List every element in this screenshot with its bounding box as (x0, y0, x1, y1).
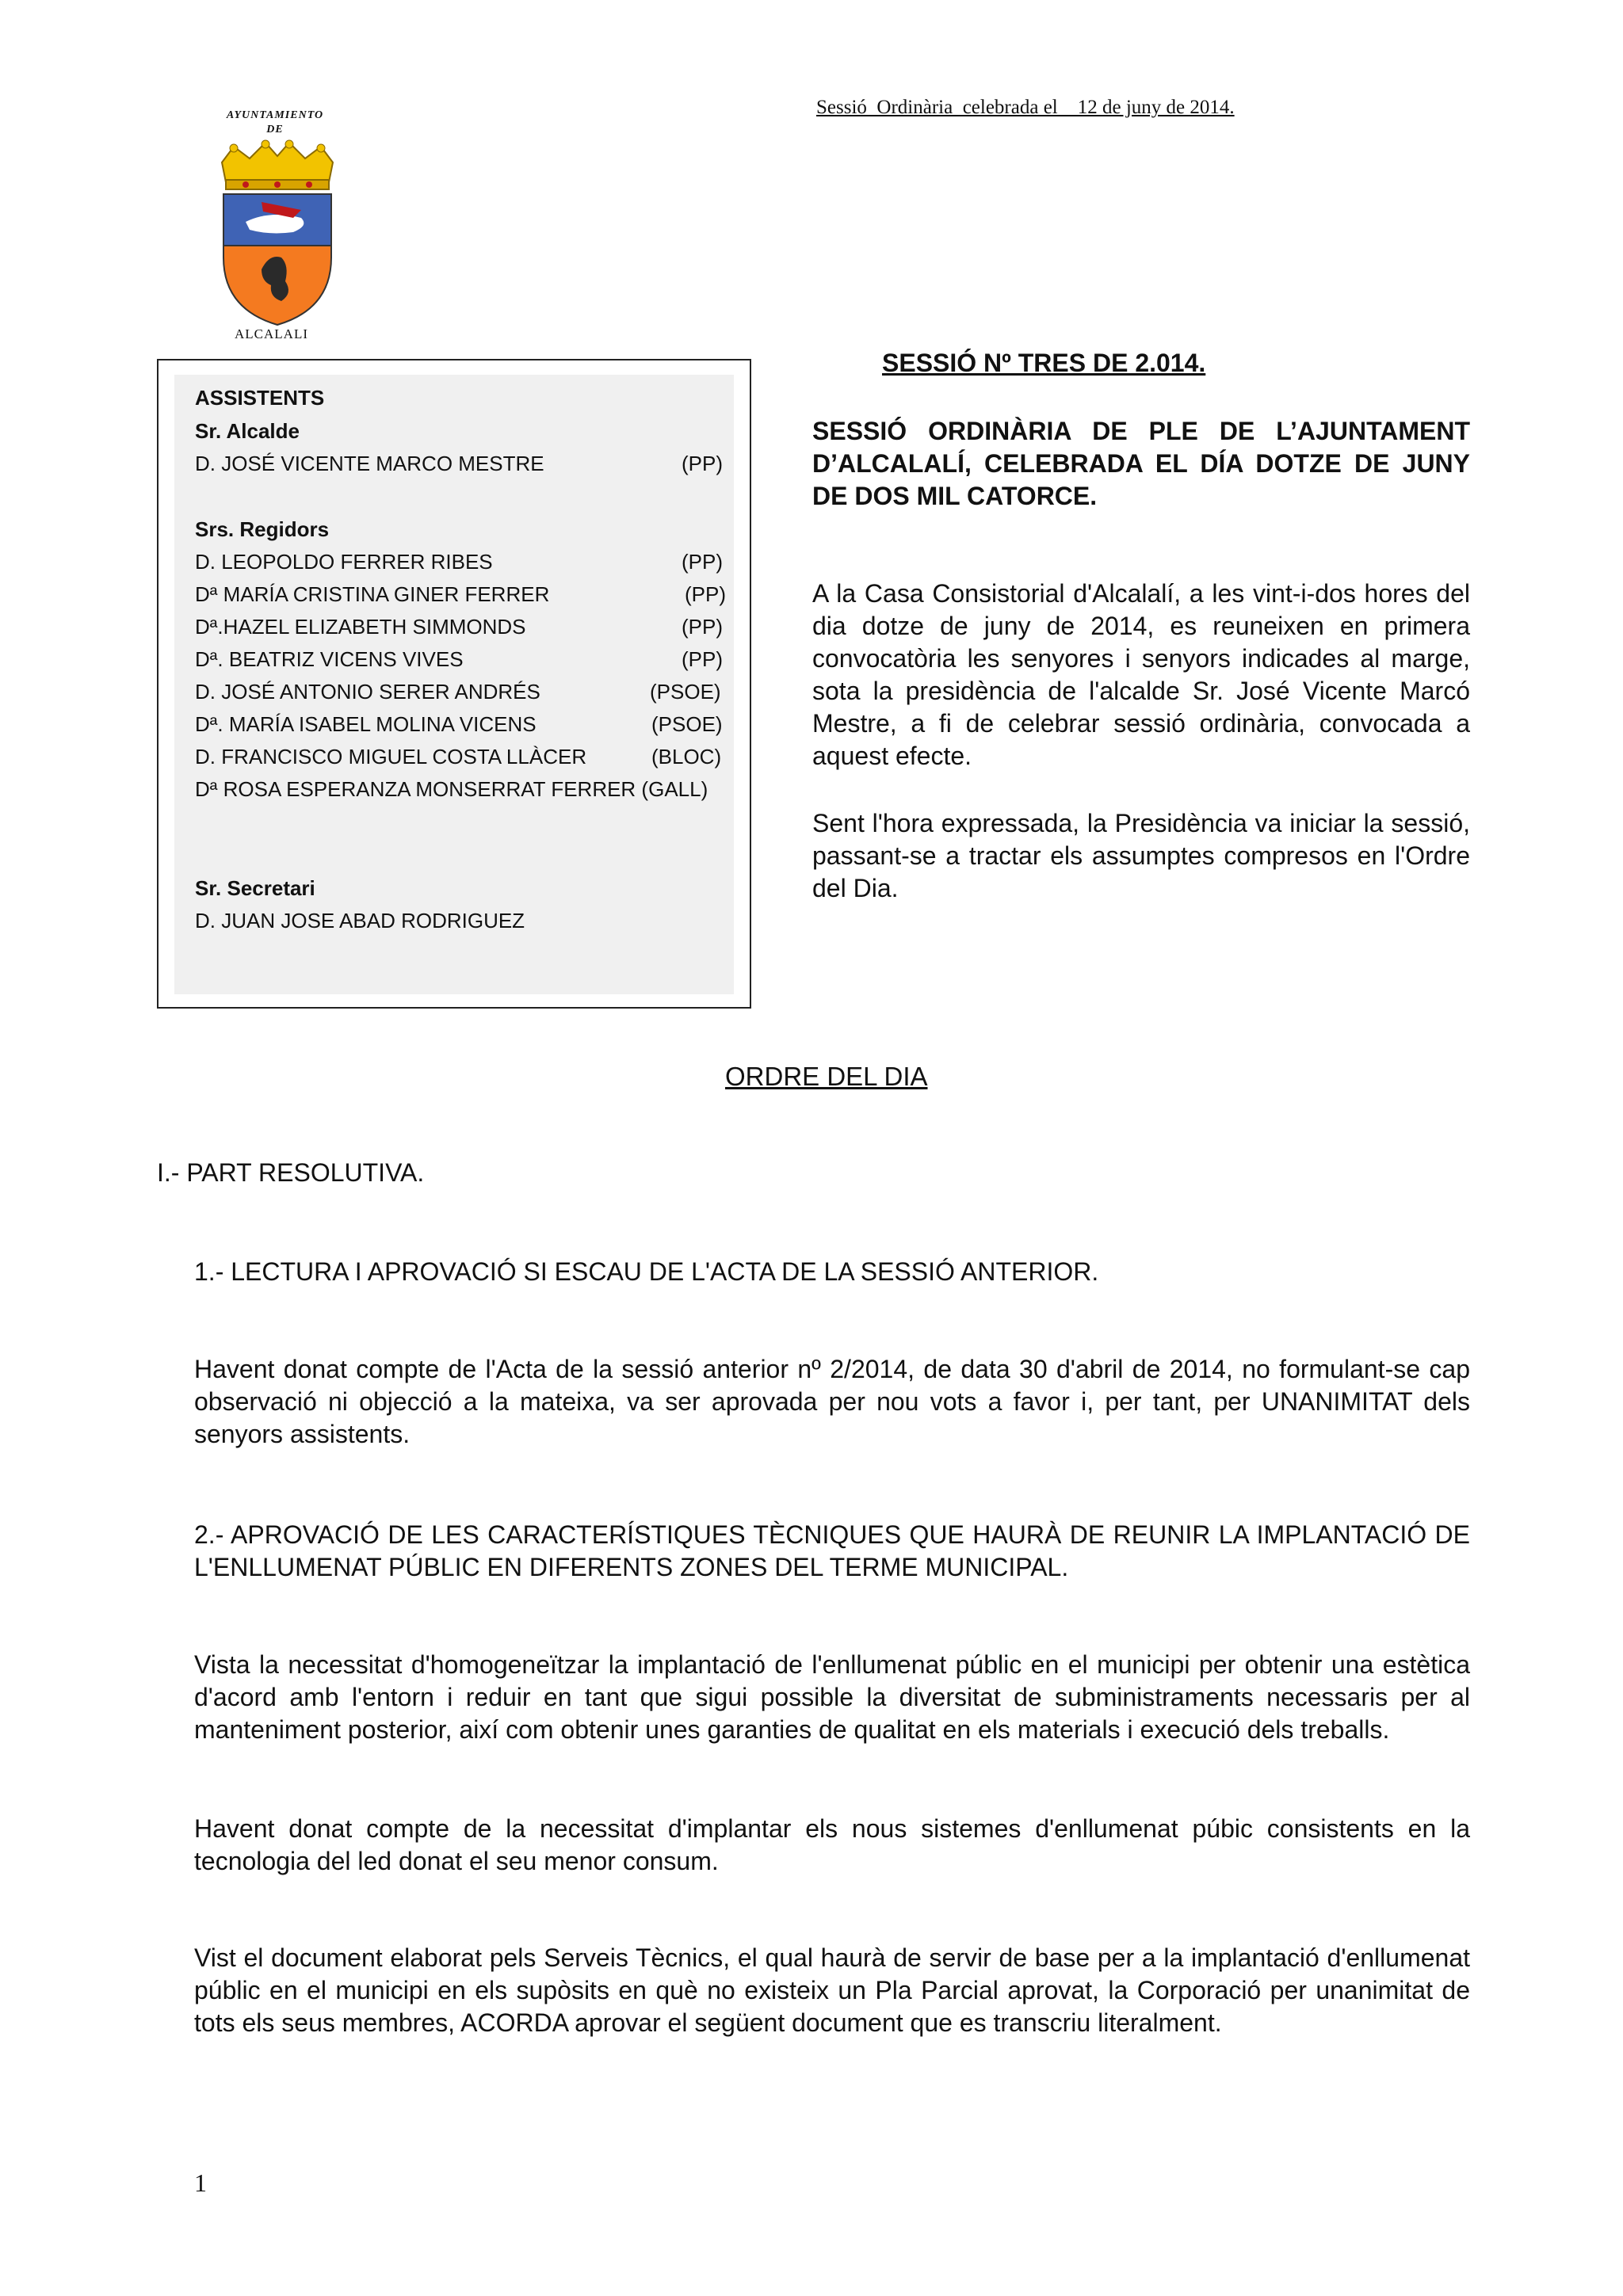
councillor-name: Dª.HAZEL ELIZABETH SIMMONDS (195, 615, 526, 639)
councillor-party: (PP) (685, 582, 726, 606)
agenda-part-heading: I.- PART RESOLUTIVA. (157, 1158, 425, 1187)
page-number: 1 (194, 2168, 207, 2197)
councillor-name: Dª ROSA ESPERANZA MONSERRAT FERRER (GALL) (195, 777, 708, 801)
agenda-item-1-title: 1.- LECTURA I APROVACIÓ SI ESCAU DE L'ACTA DE LA SESSIÓ ANTERIOR. (194, 1257, 1099, 1286)
attendees-title: ASSISTENTS (195, 386, 325, 410)
session-header-line: Sessió Ordinària celebrada el 12 de juny de 2014. (816, 97, 1235, 118)
session-intro-paragraph: A la Casa Consistorial d'Alcalalí, a les vint-i-dos hores del dia dotze de juny de 2014, es reuneixen en primera convocatòria les senyores i senyors indicades al marge, sota la presidència de l'alcalde Sr. José Vicente Marcó Mestre, a fi de celebrar sessió ordinària, convocada a aquest efecte. (812, 579, 1470, 770)
councillor-name: D. LEOPOLDO FERRER RIBES (195, 550, 493, 574)
councillor-name: Dª MARÍA CRISTINA GINER FERRER (195, 582, 550, 606)
crest-top-text (223, 105, 327, 141)
councillor-party: (BLOC) (651, 745, 722, 769)
councillor-party: (PSOE) (650, 680, 721, 704)
councillor-party: (PP) (682, 550, 723, 574)
secretary-name: D. JUAN JOSE ABAD RODRIGUEZ (195, 909, 525, 933)
crest-bottom-text: ALCALALI (235, 326, 308, 341)
session-subtitle: SESSIÓ ORDINÀRIA DE PLE DE L’AJUNTAMENT D’ALCALALÍ, CELEBRADA EL DÍA DOTZE DE JUNY DE DOS MIL CATORCE. (812, 417, 1470, 510)
shield-icon (223, 194, 331, 325)
agenda-item-2-paragraph: Vist el document elaborat pels Serveis Tècnics, el qual haurà de servir de base per a la implantació d'enllumenat públic en el municipi en els supòsits en què no existeix un Pla Parcial aprovat, la Corporació per unanimitat de tots els seus membres, ACORDA aprovar el següent document que es transcriu literalment. (194, 1943, 1470, 2037)
agenda-item-2-title: 2.- APROVACIÓ DE LES CARACTERÍSTIQUES TÈCNIQUES QUE HAURÀ DE REUNIR LA IMPLANTACIÓ DE L'ENLLUMENAT PÚBLIC EN DIFERENTS ZONES DEL TERME MUNICIPAL. (194, 1520, 1470, 1581)
agenda-item-1-text: Havent donat compte de l'Acta de la sessió anterior nº 2/2014, de data 30 d'abril de 2014, no formulant-se cap observació ni objecció a la mateixa, va ser aprovada per nou vots a favor i, per tant, per UNANIMITAT dels senyors assistents. (194, 1355, 1470, 1448)
agenda-heading: ORDRE DEL DIA (725, 1062, 928, 1091)
councillors-heading: Srs. Regidors (195, 517, 330, 541)
crest-top-line2: DE (266, 124, 284, 135)
councillor-name: Dª. MARÍA ISABEL MOLINA VICENS (195, 712, 537, 736)
councillor-name: Dª. BEATRIZ VICENS VIVES (195, 647, 464, 671)
councillor-party: (PP) (682, 647, 723, 671)
mayor-name: D. JOSÉ VICENTE MARCO MESTRE (195, 452, 544, 475)
crest-top-line1: AYUNTAMIENTO (226, 109, 324, 121)
agenda-item-2-paragraph: Havent donat compte de la necessitat d'implantar els nous sistemes d'enllumenat púbic consistents en la tecnologia del led donat el seu menor consum. (194, 1814, 1470, 1875)
councillor-party: (PP) (682, 615, 723, 639)
mayor-party: (PP) (682, 452, 723, 475)
agenda-item-2-paragraph: Vista la necessitat d'homogeneïtzar la implantació de l'enllumenat públic en el municipi per obtenir una estètica d'acord amb l'entorn i reduir en tant que sigui possible la diversitat de subministraments necessaris per al manteniment posterior, així com obtenir unes garanties de qualitat en els materials i execució dels treballs. (194, 1650, 1470, 1744)
councillor-name: D. FRANCISCO MIGUEL COSTA LLÀCER (195, 745, 587, 769)
session-title: SESSIÓ Nº TRES DE 2.014. (882, 349, 1206, 377)
attendees-box (157, 359, 751, 1009)
secretary-heading: Sr. Secretari (195, 876, 315, 900)
municipal-crest-icon (214, 139, 341, 329)
session-start-paragraph: Sent l'hora expressada, la Presidència va iniciar la sessió, passant-se a tractar els assumptes compresos en l'Ordre del Dia. (812, 809, 1470, 902)
attendees-panel (174, 375, 734, 994)
crown-icon (222, 140, 333, 189)
mayor-heading: Sr. Alcalde (195, 419, 300, 443)
councillor-party: (PSOE) (651, 712, 723, 736)
councillor-name: D. JOSÉ ANTONIO SERER ANDRÉS (195, 680, 540, 704)
